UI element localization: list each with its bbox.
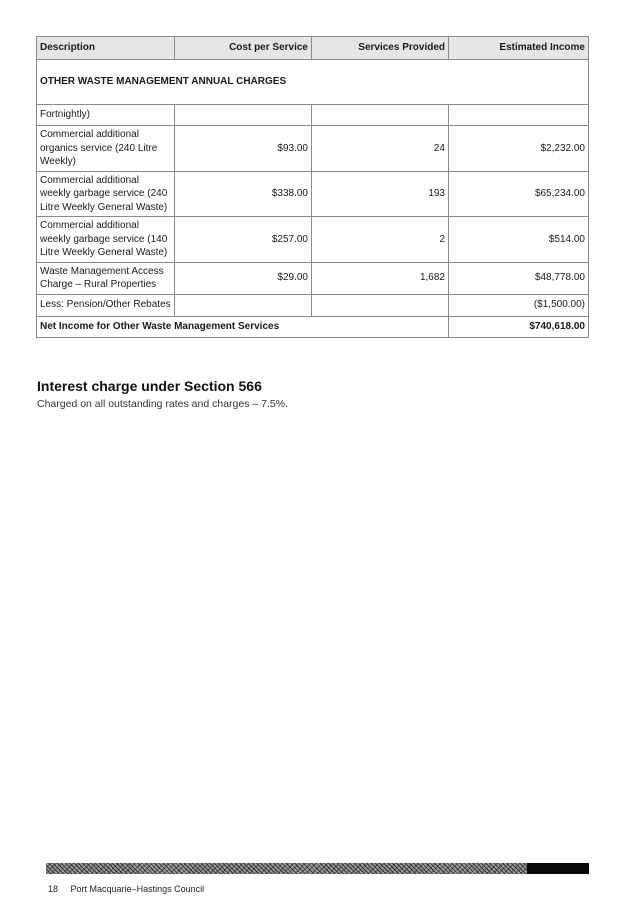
row-services: 193 [312,171,449,217]
table-row [37,171,589,217]
row-description: Less: Pension/Other Rebates [37,294,175,316]
footer-solid-block [527,863,589,874]
row-income [449,105,589,126]
row-cost [175,294,312,316]
row-income: ($1,500.00) [449,294,589,316]
row-services: 2 [312,217,449,263]
row-description: Commercial additional weekly garbage service (240 Litre Weekly General Waste) [37,171,175,217]
row-income: $48,778.00 [449,262,589,294]
council-name: Port Macquarie–Hastings Council [70,884,205,894]
page-number: 18 [48,884,59,894]
row-income: $2,232.00 [449,126,589,172]
row-income: $65,234.00 [449,171,589,217]
header-description: Description [37,37,175,60]
table-row [37,105,589,126]
row-income: $514.00 [449,217,589,263]
row-description: Commercial additional weekly garbage service (140 Litre Weekly General Waste) [37,217,175,263]
row-cost [175,105,312,126]
header-services-provided: Services Provided [312,37,449,60]
row-description: Waste Management Access Charge – Rural Properties [37,262,175,294]
row-cost: $257.00 [175,217,312,263]
row-services [312,294,449,316]
row-services [312,105,449,126]
interest-text: Charged on all outstanding rates and charges – 7.5%. [37,398,289,410]
header-estimated-income: Estimated Income [449,37,589,60]
page-footer [48,884,204,894]
header-cost-per-service: Cost per Service [175,37,312,60]
table-row [37,126,589,172]
row-cost: $338.00 [175,171,312,217]
row-services: 24 [312,126,449,172]
section-title: OTHER WASTE MANAGEMENT ANNUAL CHARGES [37,60,589,105]
footer-pattern [46,863,527,874]
table-row [37,217,589,263]
interest-heading: Interest charge under Section 566 [37,378,262,394]
section-title-row [37,60,589,105]
table-row [37,262,589,294]
row-cost: $93.00 [175,126,312,172]
row-description: Fortnightly) [37,105,175,126]
total-label: Net Income for Other Waste Management Services [37,316,449,337]
waste-charges-table [36,36,589,338]
total-value: $740,618.00 [449,316,589,337]
table-header-row [37,37,589,60]
row-cost: $29.00 [175,262,312,294]
footer-decorative-bar [46,863,589,874]
row-services: 1,682 [312,262,449,294]
table-row [37,294,589,316]
total-row [37,316,589,337]
row-description: Commercial additional organics service (240 Litre Weekly) [37,126,175,172]
